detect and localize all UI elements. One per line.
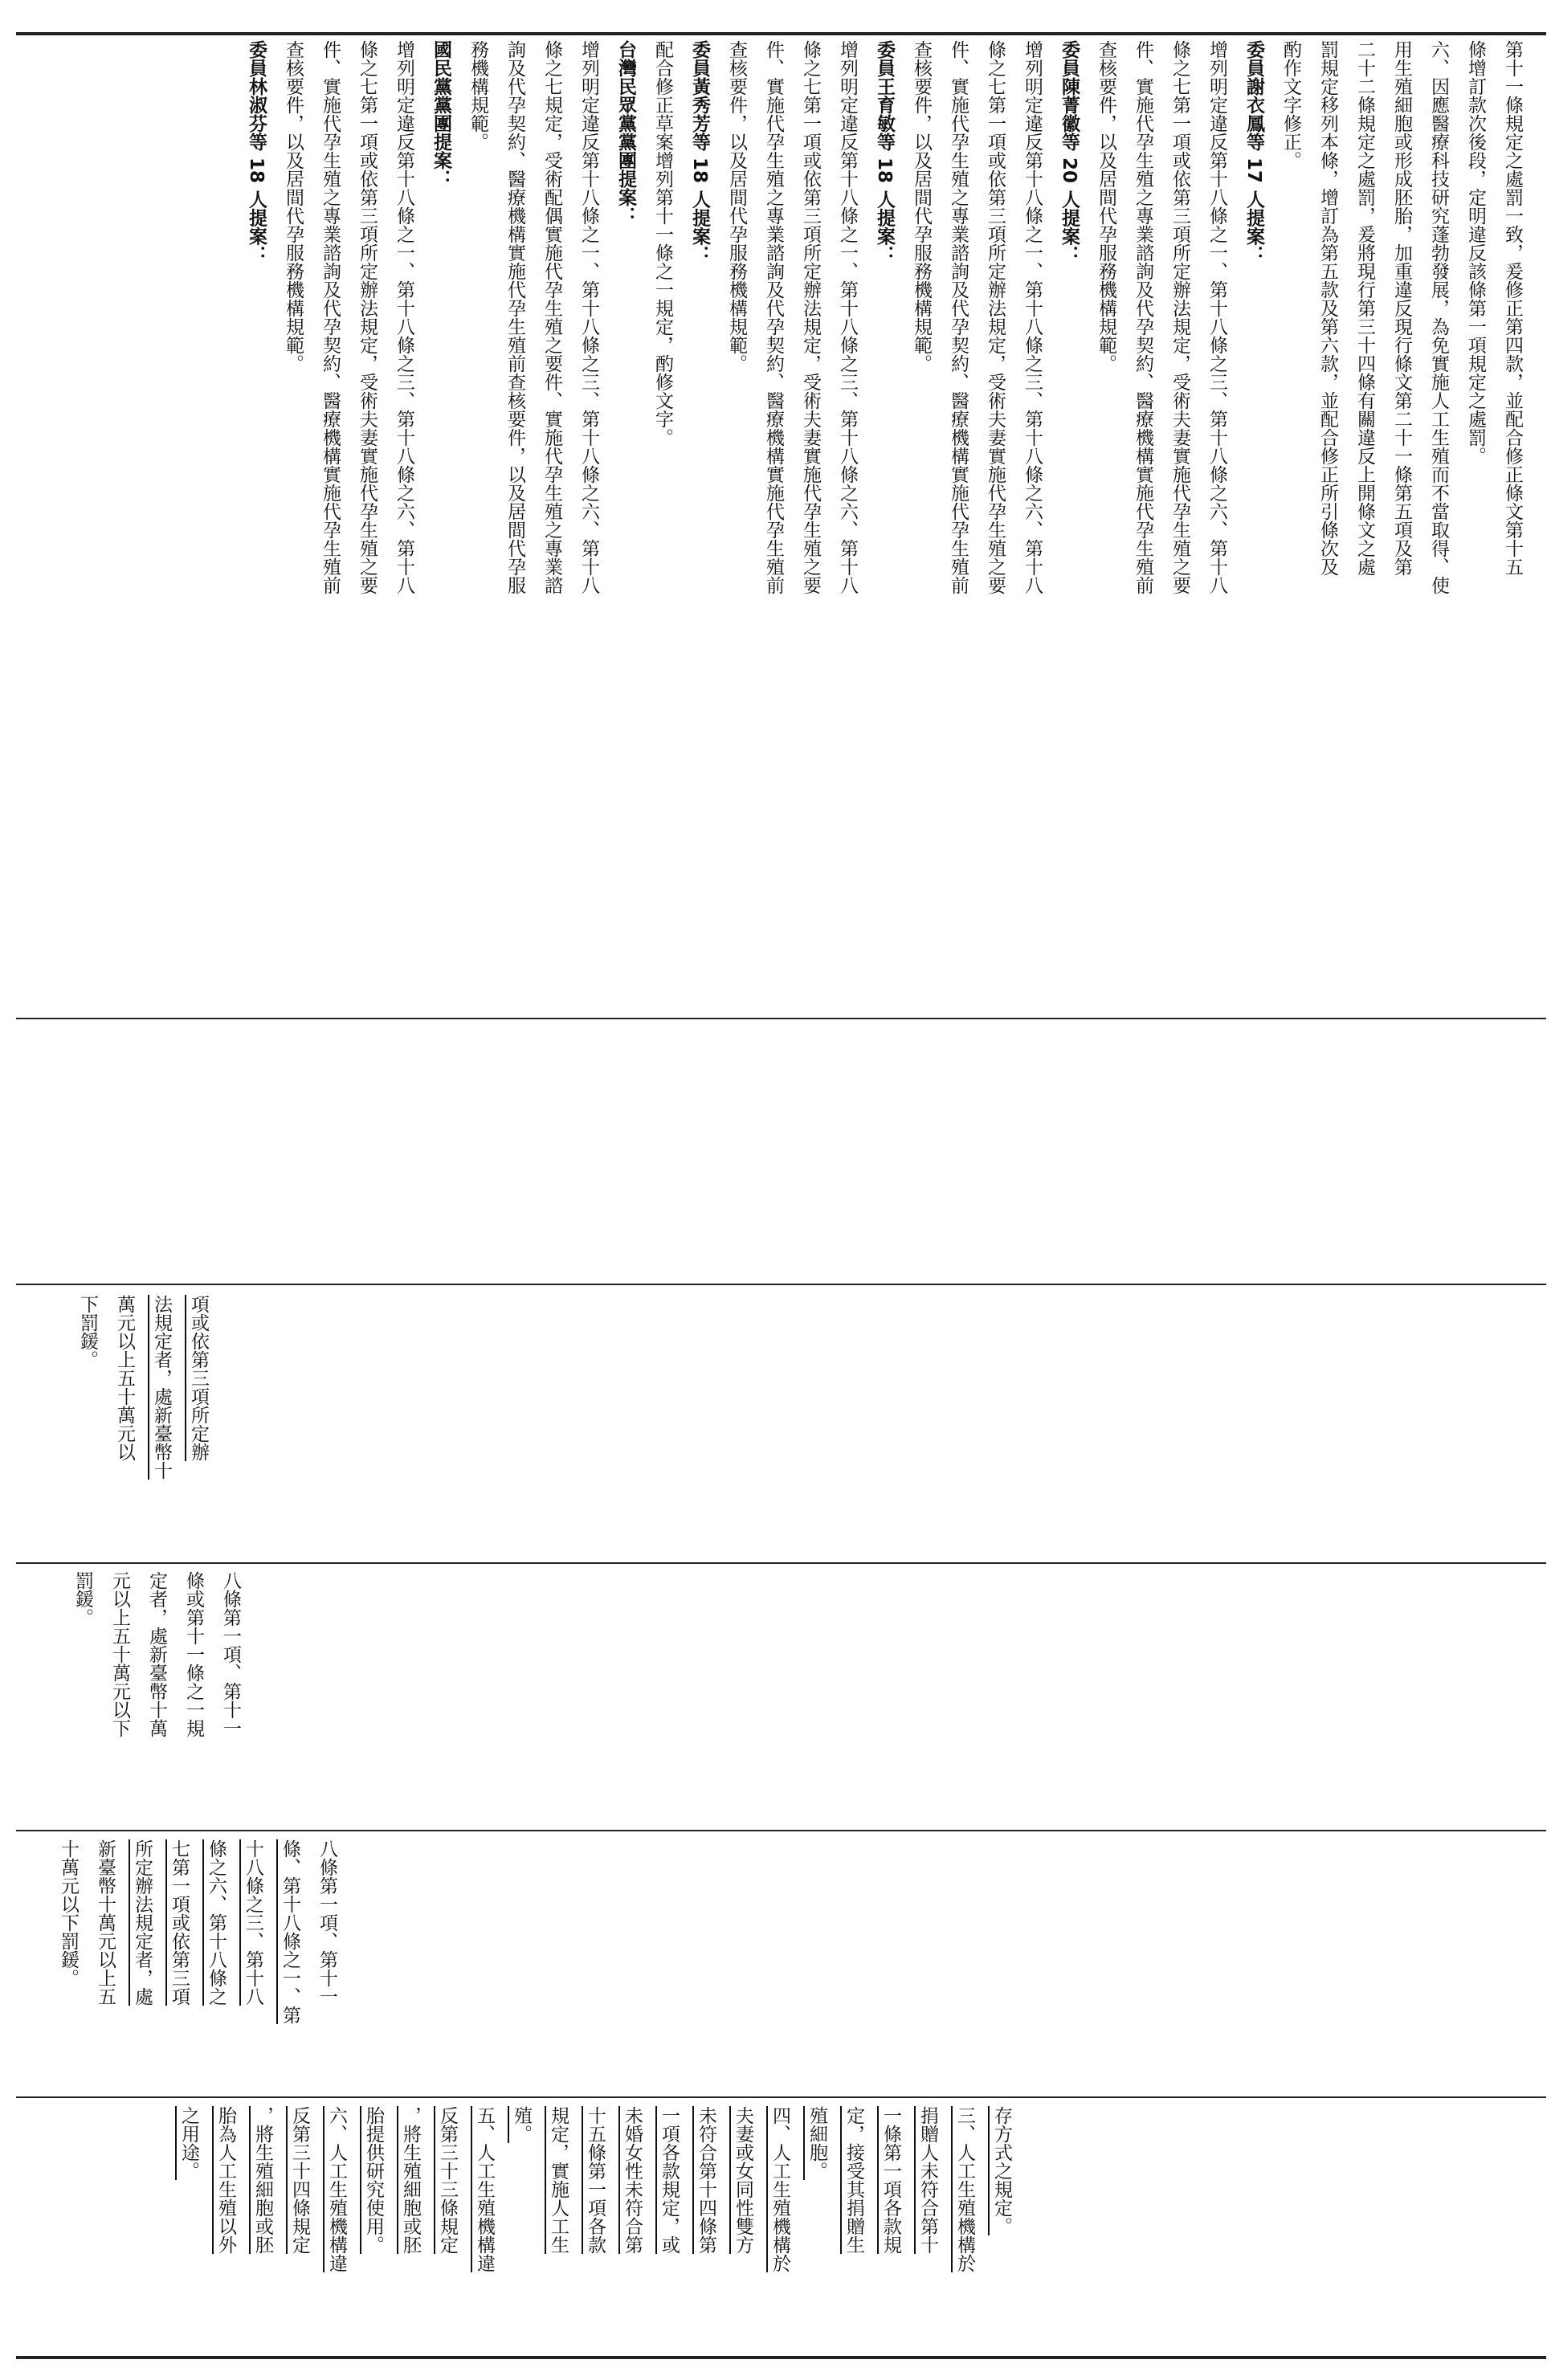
note-line: 查核要件，以及居間代孕服務機構規範。 <box>283 40 304 373</box>
column-divider-1 <box>16 1018 1546 1019</box>
note-line: 件、實施代孕生殖之專業諮詢及代孕契約、醫療機構實施代孕生殖前 <box>320 40 341 594</box>
current-line: 反第三十四條規定 <box>289 2106 310 2254</box>
current-line: 胎為人工生殖以外 <box>215 2106 236 2254</box>
table-top-border <box>16 32 1546 35</box>
current-line: 三、人工生殖機構於 <box>954 2106 975 2272</box>
article-text-column-b <box>40 1839 345 2095</box>
note-line: 條增訂款次後段，定明違反該條第一項規定之處罰。 <box>1465 40 1486 465</box>
current-line: 殖細胞。 <box>806 2106 827 2180</box>
explanation-notes-column <box>21 40 1531 1004</box>
proposal-heading: 委員王育敏等 18 人提案： <box>874 40 895 264</box>
article-text-column-c <box>40 1571 249 1828</box>
proposal-heading: 委員謝衣鳳等 17 人提案： <box>1243 40 1264 264</box>
note-line: 配合修正草案增列第十一條之一規定，酌修文字。 <box>652 40 673 447</box>
proposal-heading: 國民黨黨團提案： <box>431 40 451 188</box>
article-line: 萬元以上五十萬元以 <box>114 1295 135 1461</box>
article-line: 定者，處新臺幣十萬 <box>146 1571 167 1737</box>
note-line: 條之七第一項或依第三項所定辦法規定，受術夫妻實施代孕生殖之要 <box>357 40 378 594</box>
current-line: ，將生殖細胞或胚 <box>400 2106 421 2254</box>
article-line: 十萬元以下罰鍰。 <box>58 1839 79 1987</box>
article-line: 項或依第三項所定辦 <box>188 1295 209 1461</box>
column-divider-3 <box>16 1562 1546 1564</box>
article-line: 條之六、第十八條之 <box>206 1839 227 2006</box>
article-line: 八條第一項、第十一 <box>316 1839 337 2006</box>
note-line: 條之七第一項或依第三項所定辦法規定，受術夫妻實施代孕生殖之要 <box>985 40 1006 594</box>
note-line: 查核要件，以及居間代孕服務機構規範。 <box>1096 40 1116 373</box>
proposal-heading: 委員黃秀芳等 18 人提案： <box>689 40 710 264</box>
note-line: 六、因應醫療科技研究蓬勃發展，為免實施人工生殖而不當取得、使 <box>1428 40 1449 594</box>
column-divider-2 <box>16 1284 1546 1285</box>
article-line: 元以上五十萬元以下 <box>109 1571 130 1737</box>
note-line: 條之七第一項或依第三項所定辦法規定，受術夫妻實施代孕生殖之要 <box>800 40 821 594</box>
current-line: 一條第一項各款規 <box>880 2106 901 2254</box>
note-line: 用生殖細胞或形成胚胎，加重違反現行條文第二十一條第五項及第 <box>1391 40 1412 576</box>
note-line: 查核要件，以及居間代孕服務機構規範。 <box>911 40 932 373</box>
table-bottom-border <box>16 2356 1546 2359</box>
note-line: 件、實施代孕生殖之專業諮詢及代孕契約、醫療機構實施代孕生殖前 <box>763 40 784 594</box>
note-line: 增列明定違反第十八條之一、第十八條之三、第十八條之六、第十八 <box>578 40 599 594</box>
current-line: 未符合第十四條第 <box>696 2106 716 2254</box>
current-line: 殖。 <box>511 2106 532 2143</box>
note-line: 增列明定違反第十八條之一、第十八條之三、第十八條之六、第十八 <box>394 40 414 594</box>
current-line: 胎提供研究使用。 <box>363 2106 384 2254</box>
article-line: 條或第十一條之一規 <box>183 1571 204 1737</box>
current-line: 六、人工生殖機構違 <box>326 2106 347 2272</box>
current-line: 反第三十三條規定 <box>437 2106 458 2254</box>
current-line: ，將生殖細胞或胚 <box>252 2106 273 2254</box>
note-line: 酌作文字修正。 <box>1280 40 1301 169</box>
column-divider-5 <box>16 2096 1546 2098</box>
article-line: 罰鍰。 <box>72 1571 93 1627</box>
current-line: 一項各款規定，或 <box>659 2106 680 2254</box>
current-line: 存方式之規定。 <box>991 2106 1012 2235</box>
article-text-column-d-content <box>40 1295 217 1560</box>
current-line: 十五條第一項各款 <box>585 2106 606 2254</box>
current-line: 規定，實施人工生 <box>548 2106 569 2254</box>
current-line: 定，接受其捐贈生 <box>843 2106 864 2254</box>
note-line: 務機構規範。 <box>467 40 488 151</box>
note-line: 增列明定違反第十八條之一、第十八條之三、第十八條之六、第十八 <box>1022 40 1043 594</box>
note-line: 第十一條規定之處罰一致，爰修正第四款，並配合修正條文第十五 <box>1502 40 1523 576</box>
current-line: 未婚女性未符合第 <box>622 2106 643 2254</box>
article-line: 八條第一項、第十一 <box>220 1571 241 1737</box>
proposal-heading: 委員陳菁徽等 20 人提案： <box>1059 40 1080 264</box>
note-line: 罰規定移列本條，增訂為第五款及第六款，並配合修正所引條次及 <box>1317 40 1338 576</box>
note-line: 增列明定違反第十八條之一、第十八條之三、第十八條之六、第十八 <box>837 40 858 594</box>
proposal-heading: 委員林淑芬等 18 人提案： <box>246 40 267 264</box>
note-line: 詢及代孕契約、醫療機構實施代孕生殖前查核要件，以及居間代孕服 <box>504 40 525 594</box>
current-line: 夫妻或女同性雙方 <box>733 2106 753 2254</box>
article-line: 下罰鍰。 <box>77 1295 98 1369</box>
note-line: 查核要件，以及居間代孕服務機構規範。 <box>726 40 747 373</box>
column-divider-4 <box>16 1830 1546 1831</box>
article-line: 所定辦法規定者，處 <box>132 1839 153 2006</box>
current-line: 之用途。 <box>178 2106 199 2180</box>
article-line: 條、第十八條之一、第 <box>280 1839 300 2024</box>
current-line: 五、人工生殖機構違 <box>474 2106 495 2272</box>
note-line: 條之七規定，受術配偶實施代孕生殖之要件、實施代孕生殖之專業諮 <box>541 40 562 594</box>
note-line: 件、實施代孕生殖之專業諮詢及代孕契約、醫療機構實施代孕生殖前 <box>1133 40 1153 594</box>
article-line: 十八條之三、第十八 <box>243 1839 263 2006</box>
article-line: 法規定者，處新臺幣十 <box>151 1295 172 1480</box>
current-line: 捐贈人未符合第十 <box>917 2106 938 2254</box>
article-line: 新臺幣十萬元以上五 <box>95 1839 116 2006</box>
note-line: 條之七第一項或依第三項所定辦法規定，受術夫妻實施代孕生殖之要 <box>1169 40 1190 594</box>
proposal-heading: 台灣民眾黨黨團提案： <box>615 40 636 225</box>
note-line: 增列明定違反第十八條之一、第十八條之三、第十八條之六、第十八 <box>1206 40 1227 594</box>
article-line: 七第一項或依第三項 <box>169 1839 190 2006</box>
current-text-column <box>40 2106 1020 2355</box>
note-line: 二十二條規定之處罰，爰將現行第三十四條有關違反上開條文之處 <box>1354 40 1375 576</box>
current-line: 四、人工生殖機構於 <box>769 2106 790 2272</box>
note-line: 件、實施代孕生殖之專業諮詢及代孕契約、醫療機構實施代孕生殖前 <box>948 40 969 594</box>
